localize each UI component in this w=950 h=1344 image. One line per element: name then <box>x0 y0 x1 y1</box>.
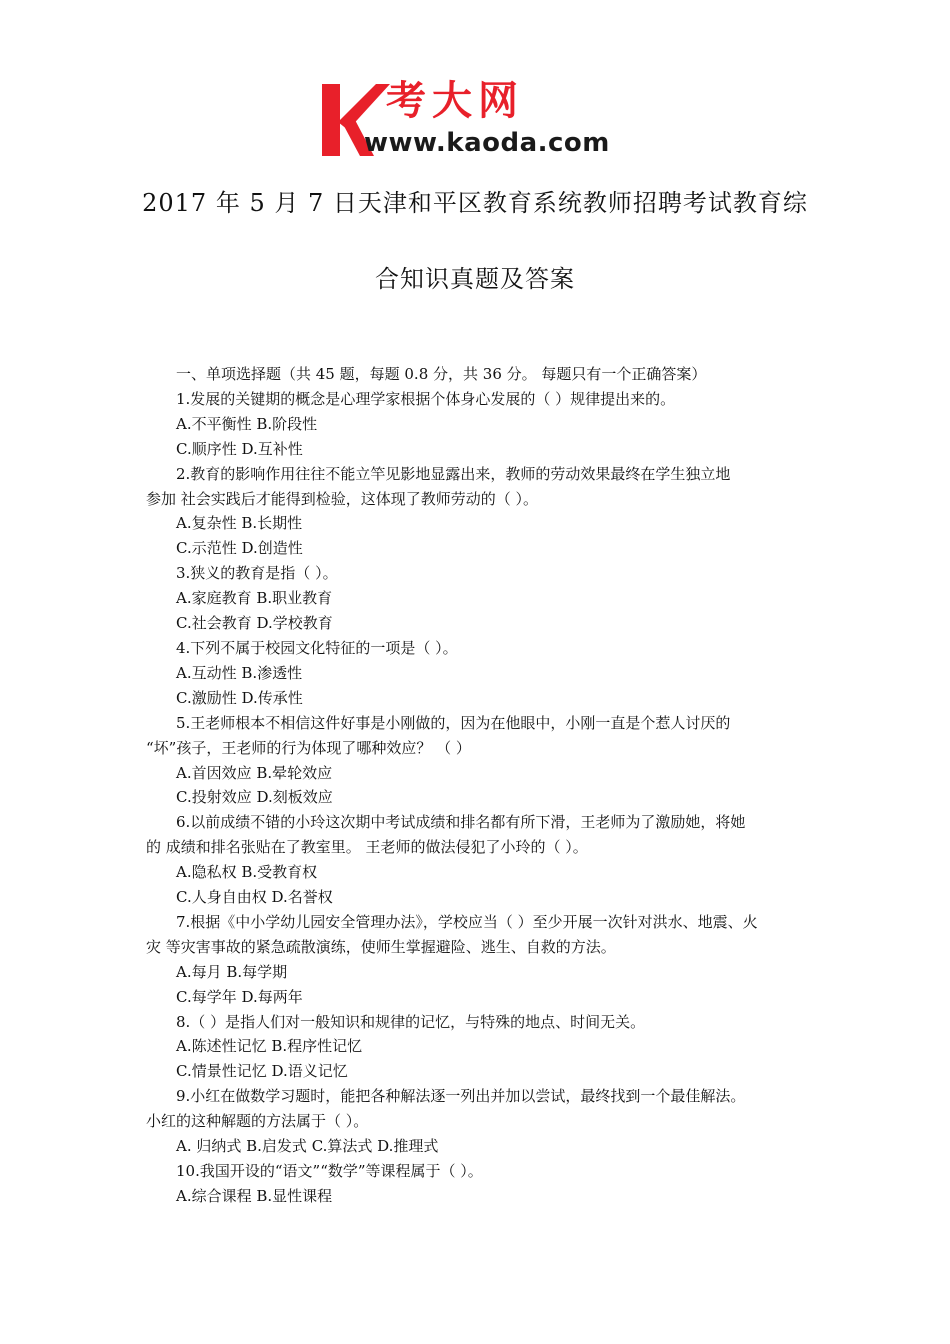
question-options: A.陈述性记忆 B.程序性记忆 <box>176 1037 363 1056</box>
question-options: A.首因效应 B.晕轮效应 <box>176 763 333 782</box>
document-title-line-1: 2017 年 5 月 7 日天津和平区教育系统教师招聘考试教育综 <box>142 189 808 217</box>
question-stem: 5.王老师根本不相信这件好事是小刚做的，因为在他眼中，小刚一直是个惹人讨厌的 <box>176 713 731 732</box>
question-stem-continued: 小红的这种解题的方法属于（ ）。 <box>146 1112 369 1131</box>
question-stem: 1.发展的关键期的概念是心理学家根据个体身心发展的（ ）规律提出来的。 <box>176 389 676 408</box>
question-stem: 7.根据《中小学幼儿园安全管理办法》，学校应当（ ）至少开展一次针对洪水、地震、火 <box>176 912 758 931</box>
question-options: A.互动性 B.渗透性 <box>176 663 303 682</box>
question-options: A.隐私权 B.受教育权 <box>176 863 318 882</box>
question-stem: 4.下列不属于校园文化特征的一项是（ ）。 <box>176 638 458 657</box>
question-options: C.示范性 D.创造性 <box>176 539 303 558</box>
question-stem-continued: 灾 等灾害事故的紧急疏散演练，使师生掌握避险、逃生、自救的方法。 <box>146 937 616 956</box>
question-stem: 2.教育的影响作用往往不能立竿见影地显露出来，教师的劳动效果最终在学生独立地 <box>176 464 731 483</box>
question-options: C.投射效应 D.刻板效应 <box>176 788 333 807</box>
question-options: A.每月 B.每学期 <box>176 962 288 981</box>
section-heading: 一、单项选择题（共 45 题，每题 0.8 分，共 36 分。 每题只有一个正确答案） <box>176 365 707 383</box>
question-options: C.顺序性 D.互补性 <box>176 439 303 458</box>
question-options: C.情景性记忆 D.语义记忆 <box>176 1062 348 1081</box>
question-stem-continued: 参加 社会实践后才能得到检验，这体现了教师劳动的（ ）。 <box>146 489 539 508</box>
question-stem: 6.以前成绩不错的小玲这次期中考试成绩和排名都有所下滑，王老师为了激励她，将她 <box>176 813 746 832</box>
kaoda-logo <box>318 78 648 160</box>
document-title-line-2: 合知识真题及答案 <box>375 265 575 293</box>
question-stem-continued: 的 成绩和排名张贴在了教室里。 王老师的做法侵犯了小玲的（ ）。 <box>146 838 588 857</box>
logo-url-text: www.kaoda.com <box>364 128 610 158</box>
question-stem: 3.狭义的教育是指（ ）。 <box>176 564 338 583</box>
question-options: A.不平衡性 B.阶段性 <box>176 414 318 433</box>
question-options: A.家庭教育 B.职业教育 <box>176 589 333 608</box>
question-options: A.综合课程 B.显性课程 <box>176 1186 333 1205</box>
question-stem-continued: “坏”孩子，王老师的行为体现了哪种效应？ （ ） <box>146 738 471 757</box>
question-stem: 8.（ ）是指人们对一般知识和规律的记忆，与特殊的地点、时间无关。 <box>176 1012 646 1031</box>
question-options: C.每学年 D.每两年 <box>176 987 303 1006</box>
question-stem: 9.小红在做数学习题时，能把各种解法逐一列出并加以尝试，最终找到一个最佳解法。 <box>176 1087 746 1106</box>
question-stem: 10.我国开设的“语文”“数学”等课程属于（ ）。 <box>176 1162 483 1180</box>
document-body <box>146 362 806 1209</box>
question-options: A. 归纳式 B.启发式 C.算法式 D.推理式 <box>176 1137 439 1156</box>
logo-brand-text: 考大网 <box>386 78 524 124</box>
question-options: A.复杂性 B.长期性 <box>176 514 303 533</box>
question-options: C.社会教育 D.学校教育 <box>176 614 333 633</box>
question-options: C.人身自由权 D.名誉权 <box>176 888 333 907</box>
question-options: C.激励性 D.传承性 <box>176 688 303 707</box>
